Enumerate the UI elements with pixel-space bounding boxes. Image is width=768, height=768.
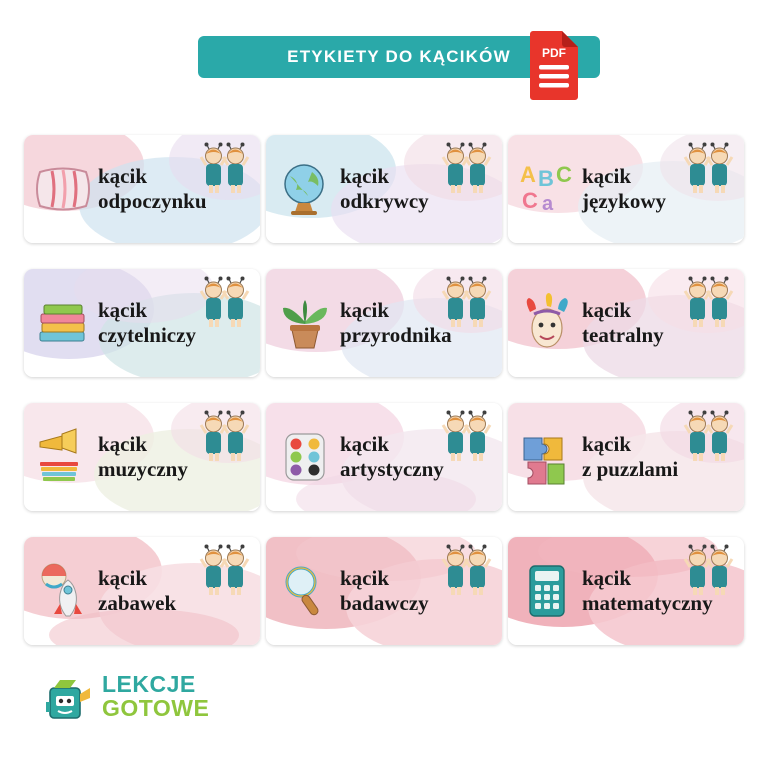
label-text bbox=[508, 566, 719, 616]
svg-text:C: C bbox=[556, 162, 572, 187]
label-text bbox=[24, 164, 213, 214]
label-line-2: przyrodnika bbox=[340, 323, 452, 347]
label-line-1: kącik bbox=[582, 566, 632, 591]
label-text bbox=[24, 432, 194, 482]
label-card[interactable] bbox=[24, 537, 260, 645]
label-line-1: kącik bbox=[98, 566, 148, 591]
label-line-2: muzyczny bbox=[98, 457, 188, 481]
label-text bbox=[266, 566, 435, 616]
pdf-file-icon bbox=[526, 28, 582, 100]
label-line-2: językowy bbox=[582, 189, 666, 213]
brand-logo-text bbox=[102, 672, 209, 720]
label-line-2: zabawek bbox=[98, 591, 177, 615]
label-line-2: odpoczynku bbox=[98, 189, 207, 213]
label-text bbox=[266, 432, 450, 482]
kids-sticker-icon bbox=[680, 139, 738, 195]
label-card[interactable] bbox=[266, 537, 502, 645]
kids-sticker-icon bbox=[196, 273, 254, 329]
label-text bbox=[508, 164, 672, 214]
kids-sticker-icon bbox=[438, 541, 496, 597]
page-title: ETYKIETY DO KĄCIKÓW bbox=[287, 47, 511, 66]
label-card[interactable] bbox=[24, 269, 260, 377]
label-line-2: teatralny bbox=[582, 323, 664, 347]
kids-sticker-icon bbox=[680, 273, 738, 329]
label-line-2: odkrywcy bbox=[340, 189, 429, 213]
label-line-1: kącik bbox=[98, 432, 148, 457]
label-card[interactable] bbox=[266, 135, 502, 243]
label-card[interactable] bbox=[508, 403, 744, 511]
label-line-1: kącik bbox=[582, 164, 632, 189]
svg-text:B: B bbox=[538, 166, 554, 191]
kids-sticker-icon bbox=[196, 541, 254, 597]
label-card[interactable] bbox=[24, 135, 260, 243]
robot-book-icon bbox=[40, 672, 96, 728]
svg-text:a: a bbox=[542, 193, 554, 215]
label-card[interactable] bbox=[266, 403, 502, 511]
label-line-2: z puzzlami bbox=[582, 457, 679, 481]
pdf-badge bbox=[526, 28, 582, 100]
label-text bbox=[24, 566, 182, 616]
label-card[interactable] bbox=[24, 403, 260, 511]
label-line-1: kącik bbox=[582, 298, 632, 323]
labels-grid bbox=[24, 135, 744, 645]
label-line-2: badawczy bbox=[340, 591, 429, 615]
label-line-2: artystyczny bbox=[340, 457, 444, 481]
label-card[interactable] bbox=[508, 269, 744, 377]
brand-logo bbox=[40, 668, 300, 740]
kids-sticker-icon bbox=[438, 139, 496, 195]
label-line-1: kącik bbox=[340, 566, 390, 591]
pdf-badge-label: PDF bbox=[542, 46, 566, 60]
label-text bbox=[266, 298, 458, 348]
label-card[interactable] bbox=[508, 537, 744, 645]
label-line-1: kącik bbox=[582, 432, 632, 457]
label-text bbox=[508, 298, 670, 348]
label-line-1: kącik bbox=[98, 164, 148, 189]
label-text bbox=[266, 164, 435, 214]
kids-sticker-icon bbox=[196, 407, 254, 463]
label-line-1: kącik bbox=[98, 298, 148, 323]
label-text bbox=[508, 432, 684, 482]
label-line-1: kącik bbox=[340, 298, 390, 323]
label-card[interactable] bbox=[266, 269, 502, 377]
label-line-1: kącik bbox=[340, 432, 390, 457]
svg-text:A: A bbox=[520, 162, 536, 187]
label-line-2: matematyczny bbox=[582, 591, 713, 615]
label-text bbox=[24, 298, 202, 348]
svg-text:C: C bbox=[522, 188, 538, 213]
label-line-2: czytelniczy bbox=[98, 323, 196, 347]
kids-sticker-icon bbox=[680, 407, 738, 463]
label-line-1: kącik bbox=[340, 164, 390, 189]
brand-logo-line-2: GOTOWE bbox=[102, 695, 210, 722]
label-card[interactable] bbox=[508, 135, 744, 243]
brand-logo-line-1: LEKCJE bbox=[102, 671, 196, 697]
